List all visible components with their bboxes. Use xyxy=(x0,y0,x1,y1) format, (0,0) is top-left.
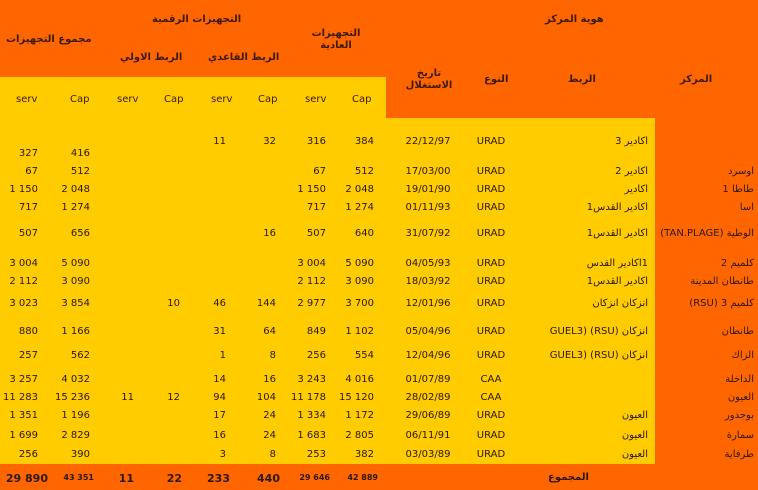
group-digital-header: التجهيزات الرقمية xyxy=(152,14,242,25)
cell-ord-serv: 1 150 xyxy=(297,184,326,195)
cell-link: العيون xyxy=(621,430,648,441)
serv-total-subheader: serv xyxy=(16,94,38,105)
cell-base-cap: 16 xyxy=(263,374,276,385)
cell-tot-cap: 3 854 xyxy=(61,298,90,309)
cell-date: 31/07/92 xyxy=(405,228,451,239)
cell-ord-cap: 5 090 xyxy=(345,258,374,269)
cell-type: CAA xyxy=(480,374,502,385)
cell-ord-cap: 1 102 xyxy=(345,326,374,337)
cell-type: URAD xyxy=(476,258,506,269)
cell-center: طانطان xyxy=(721,326,754,337)
cell-tot-cap: 562 xyxy=(70,350,90,361)
cell-tot-serv: 880 xyxy=(18,326,38,337)
cell-tot-serv: 327 xyxy=(18,148,38,159)
cell-link: اكادير القدس1 xyxy=(586,202,648,213)
center-header: المركز xyxy=(680,74,713,85)
cell-base-serv: 3 xyxy=(219,449,226,460)
cell-ord-serv: 3 004 xyxy=(297,258,326,269)
cell-ord-cap: 2 048 xyxy=(345,184,374,195)
cell-center: كلميم 2 xyxy=(720,258,754,269)
cell-base-cap: 64 xyxy=(263,326,276,337)
cell-tot-serv: 3 004 xyxy=(9,258,38,269)
type-header: النوع xyxy=(484,74,509,85)
cell-tot-cap: 15 236 xyxy=(55,392,90,403)
cell-prim-cap: 12 xyxy=(167,392,180,403)
cell-center: سمارة xyxy=(726,430,754,441)
cap-primary-subheader: Cap xyxy=(164,94,184,105)
cell-date: 12/04/96 xyxy=(405,350,451,361)
cell-center: الوطية (TAN.PLAGE) xyxy=(660,228,754,239)
totals-prim-cap: 22 xyxy=(166,472,182,485)
cell-ord-serv: 507 xyxy=(306,228,326,239)
cell-base-cap: 32 xyxy=(263,136,276,147)
serv-ordinary-subheader: serv xyxy=(305,94,327,105)
cell-tot-cap: 5 090 xyxy=(61,258,90,269)
cell-tot-cap: 2 048 xyxy=(61,184,90,195)
cell-tot-cap: 390 xyxy=(70,449,90,460)
cell-ord-cap: 2 805 xyxy=(345,430,374,441)
cell-type: URAD xyxy=(476,184,506,195)
cell-ord-cap: 4 016 xyxy=(345,374,374,385)
cell-date: 29/06/89 xyxy=(405,410,451,421)
cell-ord-cap: 640 xyxy=(354,228,374,239)
cell-ord-cap: 554 xyxy=(354,350,374,361)
cell-tot-cap: 416 xyxy=(70,148,90,159)
cell-ord-serv: 2 112 xyxy=(297,276,326,287)
cell-center: طاطا 1 xyxy=(722,184,754,195)
cell-base-serv: 16 xyxy=(213,430,226,441)
totals-tot-serv: 29 890 xyxy=(5,472,48,485)
cell-date: 05/04/96 xyxy=(405,326,451,337)
cell-type: URAD xyxy=(476,350,506,361)
cell-base-cap: 16 xyxy=(263,228,276,239)
cell-tot-serv: 1 351 xyxy=(9,410,38,421)
cell-tot-serv: 257 xyxy=(18,350,38,361)
cell-ord-serv: 1 683 xyxy=(297,430,326,441)
cell-ord-serv: 849 xyxy=(306,326,326,337)
subheader-yellow xyxy=(0,77,386,118)
serv-primary-subheader: serv xyxy=(117,94,139,105)
cell-base-cap: 8 xyxy=(269,350,276,361)
cell-ord-cap: 3 700 xyxy=(345,298,374,309)
cell-ord-serv: 3 243 xyxy=(297,374,326,385)
cell-ord-cap: 384 xyxy=(354,136,374,147)
cell-date: 22/12/97 xyxy=(405,136,451,147)
cell-base-cap: 24 xyxy=(263,430,276,441)
cell-type: URAD xyxy=(476,410,506,421)
cell-type: URAD xyxy=(476,430,506,441)
cell-ord-cap: 512 xyxy=(354,166,374,177)
cell-link: اكادير القدس1 xyxy=(586,276,648,287)
cell-ord-serv: 1 334 xyxy=(297,410,326,421)
cell-base-serv: 46 xyxy=(213,298,226,309)
cell-prim-cap: 10 xyxy=(167,298,180,309)
cell-base-cap: 8 xyxy=(269,449,276,460)
cell-date: 28/02/89 xyxy=(405,392,451,403)
cell-date: 04/05/93 xyxy=(405,258,451,269)
cell-link: أكادير 2 xyxy=(615,166,648,177)
cell-type: URAD xyxy=(476,449,506,460)
cell-type: URAD xyxy=(476,202,506,213)
cell-link: انزكان (RSU) (GUEL3 xyxy=(549,350,648,361)
cell-tot-serv: 507 xyxy=(18,228,38,239)
cell-base-cap: 104 xyxy=(256,392,276,403)
cell-center: الزاك xyxy=(731,350,754,361)
totals-prim-serv: 11 xyxy=(118,472,134,485)
cell-center: طانطان المدينة xyxy=(690,276,754,287)
cell-date: 17/03/00 xyxy=(405,166,451,177)
group-center-id-header: هوية المركز xyxy=(545,14,604,25)
totals-base-cap: 440 xyxy=(257,472,280,485)
cell-tot-cap: 1 166 xyxy=(61,326,90,337)
cell-date: 12/01/96 xyxy=(405,298,451,309)
cell-link: اكادير القدس1 xyxy=(586,228,648,239)
cell-tot-serv: 1 150 xyxy=(9,184,38,195)
cap-ordinary-subheader: Cap xyxy=(352,94,372,105)
cell-link: أكادير xyxy=(624,184,648,195)
cell-date: 01/11/93 xyxy=(405,202,451,213)
install-date-header: تاريخ الاستغلال xyxy=(405,68,453,91)
cell-ord-serv: 67 xyxy=(313,166,326,177)
cell-link: العيون xyxy=(621,410,648,421)
totals-tot-cap: 43 351 xyxy=(63,473,94,482)
cell-base-serv: 94 xyxy=(213,392,226,403)
cell-date: 06/11/91 xyxy=(405,430,451,441)
cell-tot-serv: 3 023 xyxy=(9,298,38,309)
cell-link: 1اكادير القدس xyxy=(586,258,648,269)
cell-ord-cap: 15 120 xyxy=(339,392,374,403)
cell-ord-cap: 1 274 xyxy=(345,202,374,213)
cell-link: انزكان (RSU) (GUEL3 xyxy=(549,326,648,337)
cell-base-serv: 31 xyxy=(213,326,226,337)
totals-ord-serv: 29 646 xyxy=(299,473,330,482)
cell-prim-serv: 11 xyxy=(121,392,134,403)
cap-total-subheader: Cap xyxy=(70,94,90,105)
cell-center: اسا xyxy=(739,202,754,213)
cell-center: العيون xyxy=(727,392,754,403)
cell-ord-cap: 1 172 xyxy=(345,410,374,421)
cell-ord-serv: 253 xyxy=(306,449,326,460)
totals-base-serv: 233 xyxy=(207,472,230,485)
cell-ord-serv: 717 xyxy=(306,202,326,213)
cell-date: 18/03/92 xyxy=(405,276,451,287)
cell-ord-cap: 382 xyxy=(354,449,374,460)
ordinary-equipment-header: التجهيزات العادية xyxy=(311,28,361,51)
cell-center: الداخلة xyxy=(725,374,754,385)
cell-ord-serv: 316 xyxy=(306,136,326,147)
cell-tot-serv: 256 xyxy=(18,449,38,460)
cell-type: URAD xyxy=(476,326,506,337)
cell-base-serv: 14 xyxy=(213,374,226,385)
cell-type: URAD xyxy=(476,136,506,147)
cell-tot-serv: 67 xyxy=(25,166,38,177)
base-link-header: الربط القاعدي xyxy=(208,52,280,63)
cell-tot-cap: 1 274 xyxy=(61,202,90,213)
cell-ord-serv: 256 xyxy=(306,350,326,361)
cell-tot-serv: 11 283 xyxy=(3,392,38,403)
cell-link: العيون xyxy=(621,449,648,460)
cell-base-serv: 11 xyxy=(213,136,226,147)
cell-type: URAD xyxy=(476,166,506,177)
cell-date: 19/01/90 xyxy=(405,184,451,195)
totals-ord-cap: 42 889 xyxy=(347,473,378,482)
cell-ord-serv: 2 977 xyxy=(297,298,326,309)
serv-base-subheader: serv xyxy=(211,94,233,105)
cell-base-cap: 24 xyxy=(263,410,276,421)
cell-center: اوسرد xyxy=(728,166,754,177)
cell-base-cap: 144 xyxy=(256,298,276,309)
cell-type: URAD xyxy=(476,298,506,309)
cell-tot-cap: 3 090 xyxy=(61,276,90,287)
cell-tot-cap: 2 829 xyxy=(61,430,90,441)
cell-tot-cap: 512 xyxy=(70,166,90,177)
cell-base-serv: 1 xyxy=(219,350,226,361)
cell-tot-cap: 656 xyxy=(70,228,90,239)
cell-link: أكادير 3 xyxy=(615,136,648,147)
cell-ord-serv: 11 178 xyxy=(291,392,326,403)
cell-tot-serv: 1 699 xyxy=(9,430,38,441)
cell-center: بوجدور xyxy=(724,410,754,421)
cell-center: طرفاية xyxy=(724,449,754,460)
cell-tot-cap: 4 032 xyxy=(61,374,90,385)
cell-date: 03/03/89 xyxy=(405,449,451,460)
cell-base-serv: 17 xyxy=(213,410,226,421)
cell-tot-serv: 2 112 xyxy=(9,276,38,287)
cell-type: URAD xyxy=(476,228,506,239)
totals-label: المجموع xyxy=(548,472,589,483)
cell-tot-serv: 717 xyxy=(18,202,38,213)
cell-link: انزكان انزكان xyxy=(592,298,648,309)
primary-link-header: الربط الاولي xyxy=(120,52,183,63)
cell-tot-serv: 3 257 xyxy=(9,374,38,385)
cell-type: CAA xyxy=(480,392,502,403)
cell-type: URAD xyxy=(476,276,506,287)
cell-tot-cap: 1 196 xyxy=(61,410,90,421)
group-total-header: مجموع التجهيزات xyxy=(6,34,92,45)
cell-date: 01/07/89 xyxy=(405,374,451,385)
cell-center: كلميم 3 (RSU) xyxy=(689,298,754,309)
link-header: الربط xyxy=(568,74,596,85)
cap-base-subheader: Cap xyxy=(258,94,278,105)
cell-ord-cap: 3 090 xyxy=(345,276,374,287)
